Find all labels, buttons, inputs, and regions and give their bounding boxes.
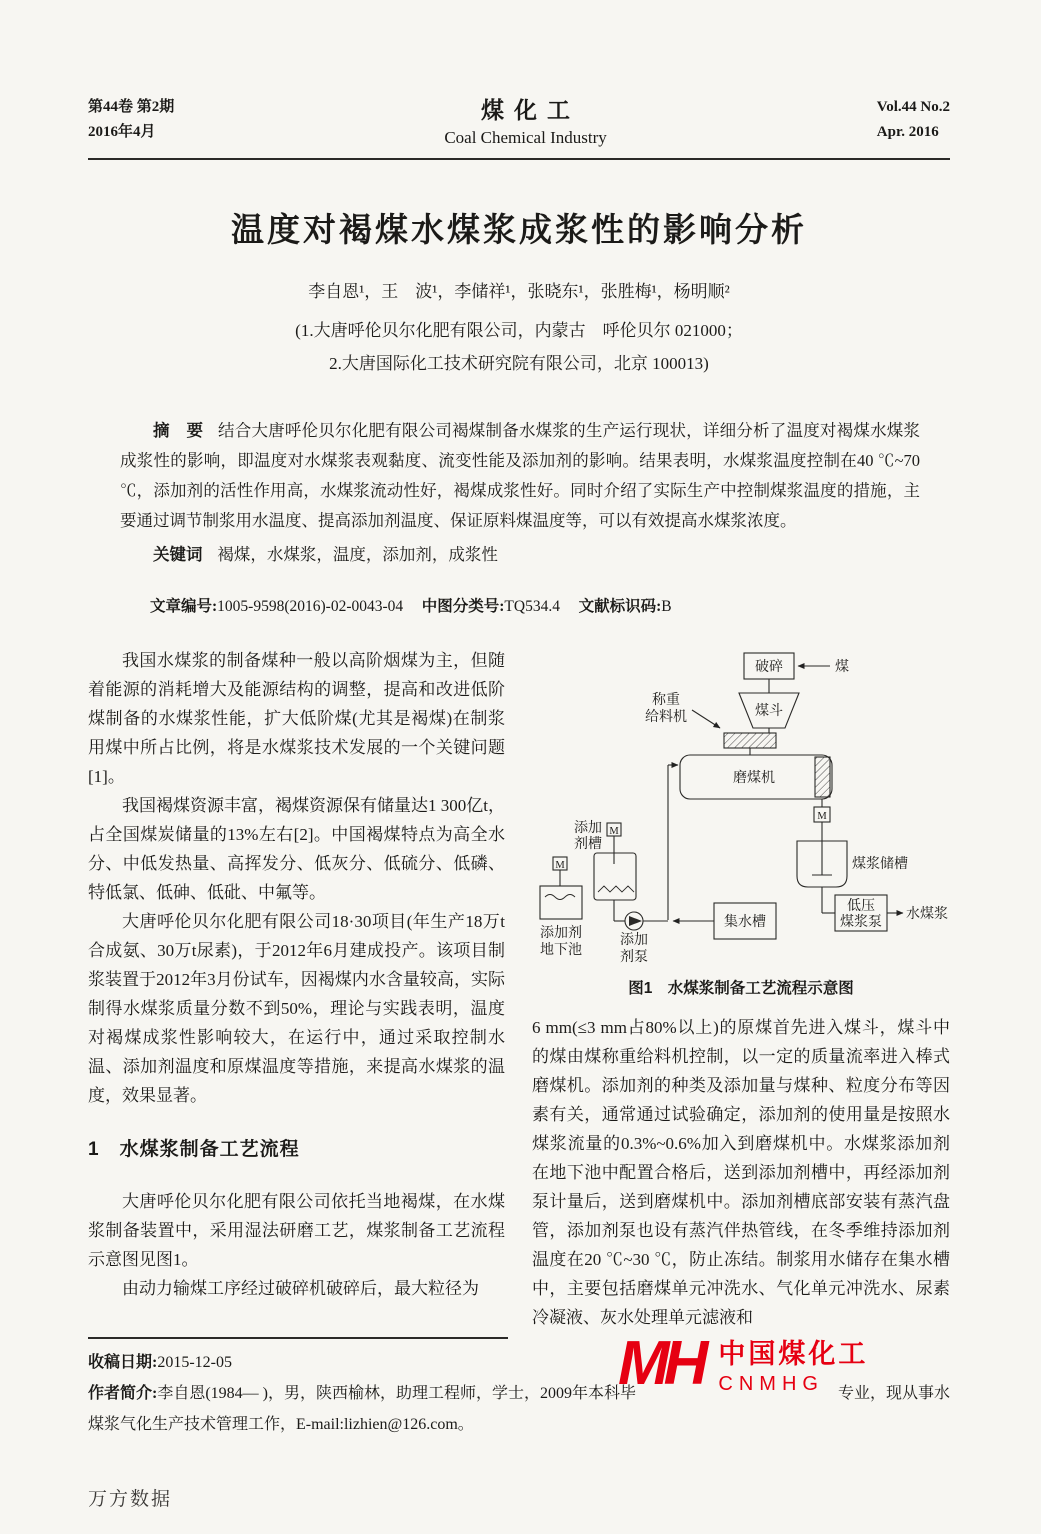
received-label: 收稿日期:: [88, 1354, 158, 1371]
label-weigh-feeder-1: 称重: [652, 693, 680, 709]
issue-info: [88, 95, 174, 146]
body-columns: [88, 646, 950, 1332]
label-weigh-feeder-2: 给料机: [645, 710, 687, 726]
label-slurry-out: 水煤浆: [906, 907, 948, 923]
bio-text-left: 李自恩(1984— )，男，陕西榆林，助理工程师，学士，2009年本科毕: [157, 1385, 637, 1402]
underground-pool-shape: [540, 886, 582, 919]
steam-coil: [598, 886, 634, 892]
keywords-text: 褐煤，水煤浆，温度，添加剂，成浆性: [217, 545, 498, 565]
label-mill: 磨煤机: [733, 771, 775, 787]
journal-name-block: [444, 92, 606, 148]
label-additive-pump-2: 剂泵: [620, 950, 648, 966]
label-additive-tank-1: 添加: [574, 821, 602, 837]
date-cn: 2016年4月: [88, 124, 156, 140]
motor-label: M: [817, 811, 827, 823]
affiliation-2: 2.大唐国际化工技术研究院有限公司，北京 100013): [329, 354, 709, 374]
keywords-label: 关键词: [153, 545, 203, 565]
process-flow-diagram: [532, 646, 950, 970]
mill-end-cap: [815, 757, 830, 797]
body-paragraph: 由动力输煤工序经过破碎机破碎后，最大粒径为: [122, 1279, 479, 1299]
affiliations: [88, 314, 950, 380]
affiliation-1: (1.大唐呼伦贝尔化肥有限公司，内蒙古 呼伦贝尔 021000；: [295, 321, 743, 340]
bio-text-right: 专业，现从事水: [837, 1385, 950, 1402]
article-info: [150, 594, 950, 616]
journal-header: [88, 92, 950, 160]
logo-name-en: CNMHG: [718, 1373, 824, 1395]
volume-issue-en: Vol.44 No.2: [876, 98, 950, 115]
water-surface: [545, 895, 575, 900]
clc-number: TQ534.4: [504, 598, 560, 616]
label-additive-tank-2: 剂槽: [574, 837, 602, 853]
article-number: 1005-9598(2016)-02-0043-04: [217, 598, 404, 616]
label-lp-pump-1: 低压: [847, 899, 875, 915]
article-number-label: 文章编号:: [150, 598, 218, 616]
label-lp-pump-2: 煤浆泵: [840, 915, 882, 931]
received-date: 2015-12-05: [157, 1354, 232, 1371]
authors-line: 李自恩¹，王 波¹，李储祥¹，张晓东¹，张胜梅¹，杨明顺²: [308, 282, 730, 301]
cnmhg-logo: [618, 1328, 869, 1398]
issue-info-en: [877, 95, 950, 146]
label-underground-2: 地下池: [540, 943, 582, 959]
body-paragraph: 我国褐煤资源丰富，褐煤资源保有储量达1 300亿t，占全国煤炭储量的13%左右[2]。中国褐煤特点为高全水分、中低发热量、高挥发分、低灰分、低硫分、低磷、特低氯、低砷、低砒、中氟等。: [88, 796, 505, 903]
logo-mark-icon: MH: [618, 1328, 703, 1398]
volume-issue-cn: 第44卷 第2期: [88, 98, 175, 115]
body-paragraph: 6 mm(≤3 mm占80%以上)的原煤首先进入煤斗，煤斗中的煤由煤称重给料机控制，以一定的质量流率进入棒式磨煤机。添加剂的种类及添加量与煤种、粒度分布等因素有关，通常通过试验确定，添加剂的使用量是按照水煤浆流量的0.3%~0.6%加入到磨煤机中。水煤浆添加剂在地下池中配置合格后，送到添加剂槽中，再经添加剂泵计量后，送到磨煤机中。添加剂槽底部安装有蒸汽盘管，添加剂泵也设有蒸汽伴热管线，在冬季维持添加剂温度在20 ℃~30 ℃，防止冻结。制浆用水储存在集水槽中，主要包括磨煤单元冲洗水、气化单元冲洗水、尿素冷凝液、灰水处理单元滤液和: [532, 1018, 950, 1328]
motor-label: M: [609, 826, 619, 838]
motor-label: M: [555, 860, 565, 872]
journal-name-cn: 煤化工: [481, 98, 581, 123]
weigh-feeder-shape: [724, 733, 776, 748]
body-paragraph: 大唐呼伦贝尔化肥有限公司依托当地褐煤，在水煤浆制备装置中，采用湿法研磨工艺，煤浆制备工艺流程示意图见图1。: [88, 1192, 505, 1270]
label-slurry-tank: 煤浆储槽: [852, 857, 908, 873]
doc-code-label: 文献标识码:: [578, 598, 662, 616]
label-underground-1: 添加剂: [540, 926, 582, 942]
section-heading-1: 1 水煤浆制备工艺流程: [88, 1139, 300, 1161]
label-additive-pump-1: 添加: [620, 933, 648, 949]
keywords: [120, 540, 920, 570]
body-paragraph: 大唐呼伦贝尔化肥有限公司18·30项目(年生产18万t合成氨、30万t尿素)，于2012年6月建成投产。该项目制浆装置于2012年3月份试车，因褐煤内水含量较高，实际制得水煤浆质量分数不到50%，理论与实践表明，温度对褐煤成浆性影响较大，在运行中，通过采取控制水温、添加剂温度和原煤温度等措施，来提高水煤浆的温度，效果显著。: [88, 912, 505, 1106]
abstract-label: 摘 要: [153, 421, 204, 441]
journal-name-en: Coal Chemical Industry: [444, 128, 607, 147]
abstract: [120, 416, 920, 536]
figure-1: [532, 646, 950, 1003]
clc-label: 中图分类号:: [421, 598, 505, 616]
doc-code: B: [661, 598, 672, 616]
author-bio-line2: 煤浆气化生产技术管理工作，E-mail:lizhien@126.com。: [88, 1416, 474, 1433]
label-hopper: 煤斗: [755, 704, 783, 720]
feeder-pointer-arrow: [692, 710, 720, 728]
body-paragraph: 我国水煤浆的制备煤种一般以高阶烟煤为主，但随着能源的消耗增大及能源结构的调整，提高和改进低阶煤制备的水煤浆性能，扩大低阶煤(尤其是褐煤)在制浆用煤中所占比例，将是水煤浆技术发展的一个关键问题[1]。: [88, 651, 505, 787]
logo-name-cn: 中国煤化工: [718, 1339, 869, 1369]
label-water-tank: 集水槽: [724, 915, 766, 931]
bio-label: 作者简介:: [88, 1385, 158, 1402]
left-column: [88, 646, 505, 1332]
logo-text-block: [718, 1332, 868, 1396]
abstract-text: 结合大唐呼伦贝尔化肥有限公司褐煤制备水煤浆的生产运行现状，详细分析了温度对褐煤水煤浆成浆性的影响，即温度对水煤浆表观黏度、流变性能及添加剂的影响。结果表明，水煤浆温度控制在40 ℃~70 ℃，添加剂的活性作用高，水煤浆流动性好，褐煤成浆性好。同时介绍了实际生产中控制煤浆温度的措施，主要通过调节制浆用水温度、提高添加剂温度、保证原料煤温度等，可以有效提高水煤浆浓度。: [120, 421, 921, 531]
figure-caption: 图1 水煤浆制备工艺流程示意图: [628, 980, 854, 998]
date-en: Apr. 2016: [876, 124, 939, 140]
label-crusher: 破碎: [755, 660, 783, 676]
right-column: [532, 646, 950, 1332]
pump-triangle: [629, 916, 642, 926]
page-title: 温度对褐煤水煤浆成浆性的影响分析: [231, 213, 807, 249]
additive-tank-shape: [594, 853, 636, 900]
footnote-divider: [88, 1337, 508, 1339]
label-coal: 煤: [835, 660, 849, 676]
wanfang-watermark: 万方数据: [88, 1489, 173, 1510]
